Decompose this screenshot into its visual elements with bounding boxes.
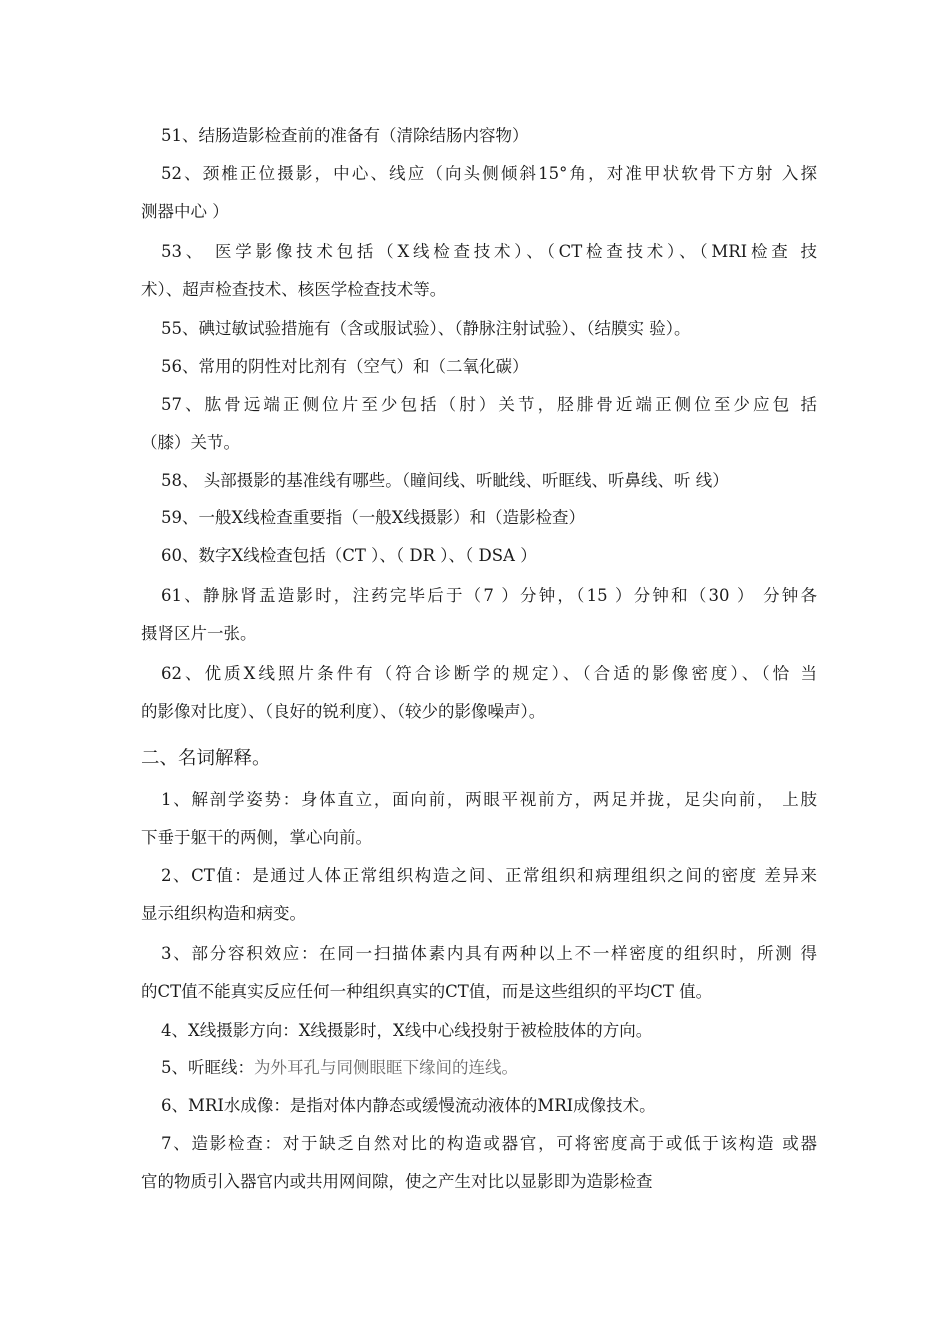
text-line: （膝）关节。: [141, 433, 240, 452]
text-line: 57、肱骨远端正侧位片至少包括（肘）关节，胫腓骨近端正侧位至少应包 括: [161, 395, 817, 414]
section-heading: 二、名词解释。: [141, 748, 271, 769]
question-51: [141, 117, 817, 155]
definition-5: [141, 1049, 817, 1087]
text-line: [141, 1049, 817, 1087]
definition-4: [141, 1012, 817, 1050]
text-line: 术）、超声检查技术、核医学检查技术等。: [141, 280, 447, 299]
question-62: [141, 655, 817, 731]
text-line: 60、数字X线检查包括（CT ）、（ DR ）、（ DSA ）: [161, 546, 537, 565]
question-60: [141, 537, 817, 575]
text-line: 56、常用的阴性对比剂有（空气）和（二氧化碳）: [161, 357, 529, 376]
text-line: 7、造影检查：对于缺乏自然对比的构造或器官，可将密度高于或低于该构造 或器: [161, 1134, 817, 1153]
text-line: 4、X线摄影方向：X线摄影时，X线中心线投射于被检肢体的方向。: [161, 1021, 653, 1040]
text-line: 3、部分容积效应：在同一扫描体素内具有两种以上不一样密度的组织时，所测 得: [161, 944, 817, 963]
definition-7: [141, 1125, 817, 1201]
text-line: 1、解剖学姿势：身体直立，面向前，两眼平视前方，两足并拢，足尖向前， 上肢: [161, 790, 817, 809]
text-line: 59、一般X线检查重要指（一般X线摄影）和（造影检查）: [161, 508, 585, 527]
text-line: 测器中心 ）: [141, 202, 229, 221]
definition-6: [141, 1087, 817, 1125]
text-line: 的CT值不能真实反应任何一种组织真实的CT值，而是这些组织的平均CT 值。: [141, 982, 713, 1001]
text-line: 55、碘过敏试验措施有（含或服试验）、（静脉注射试验）、（结膜实 验）。: [161, 319, 691, 338]
definition-body: 为外耳孔与同侧眼眶下缘间的连线。: [254, 1058, 518, 1077]
text-line: 62、优质X线照片条件有（符合诊断学的规定）、（合适的影像密度）、（恰 当: [161, 664, 817, 683]
question-53: [141, 233, 817, 309]
text-line: 2、CT值：是通过人体正常组织构造之间、正常组织和病理组织之间的密度 差异来: [161, 866, 817, 885]
definition-3: [141, 935, 817, 1011]
text-line: 显示组织构造和病变。: [141, 904, 306, 923]
text-line: 的影像对比度）、（良好的锐利度）、（较少的影像噪声）。: [141, 702, 546, 721]
text-line: 53、 医学影像技术包括（X线检查技术）、（CT检查技术）、（MRI检查 技: [161, 242, 817, 261]
text-line: 52、颈椎正位摄影，中心、线应（向头侧倾斜15°角，对准甲状软骨下方射 入探: [161, 164, 817, 183]
text-line: 58、 头部摄影的基准线有哪些。（瞳间线、听眦线、听眶线、听鼻线、听 线）: [161, 471, 729, 490]
text-line: 官的物质引入器官内或共用网间隙，使之产生对比以显影即为造影检查: [141, 1172, 653, 1191]
text-line: 6、MRI水成像：是指对体内静态或缓慢流动液体的MRI成像技术。: [161, 1096, 656, 1115]
definition-1: [141, 781, 817, 857]
definition-term: 5、听眶线：: [161, 1058, 254, 1077]
text-line: 摄肾区片一张。: [141, 624, 257, 643]
question-55: [141, 310, 817, 348]
text-line: 51、结肠造影检查前的准备有（清除结肠内容物）: [161, 126, 529, 145]
question-59: [141, 499, 817, 537]
text-line: 61、静脉肾盂造影时，注药完毕后于（7 ）分钟，（15 ）分钟和（30 ） 分钟各: [161, 586, 817, 605]
question-52: [141, 155, 817, 231]
question-58: [141, 462, 817, 500]
question-57: [141, 386, 817, 462]
text-line: 下垂于躯干的两侧，掌心向前。: [141, 828, 372, 847]
question-61: [141, 577, 817, 653]
question-56: [141, 348, 817, 386]
definition-2: [141, 857, 817, 933]
